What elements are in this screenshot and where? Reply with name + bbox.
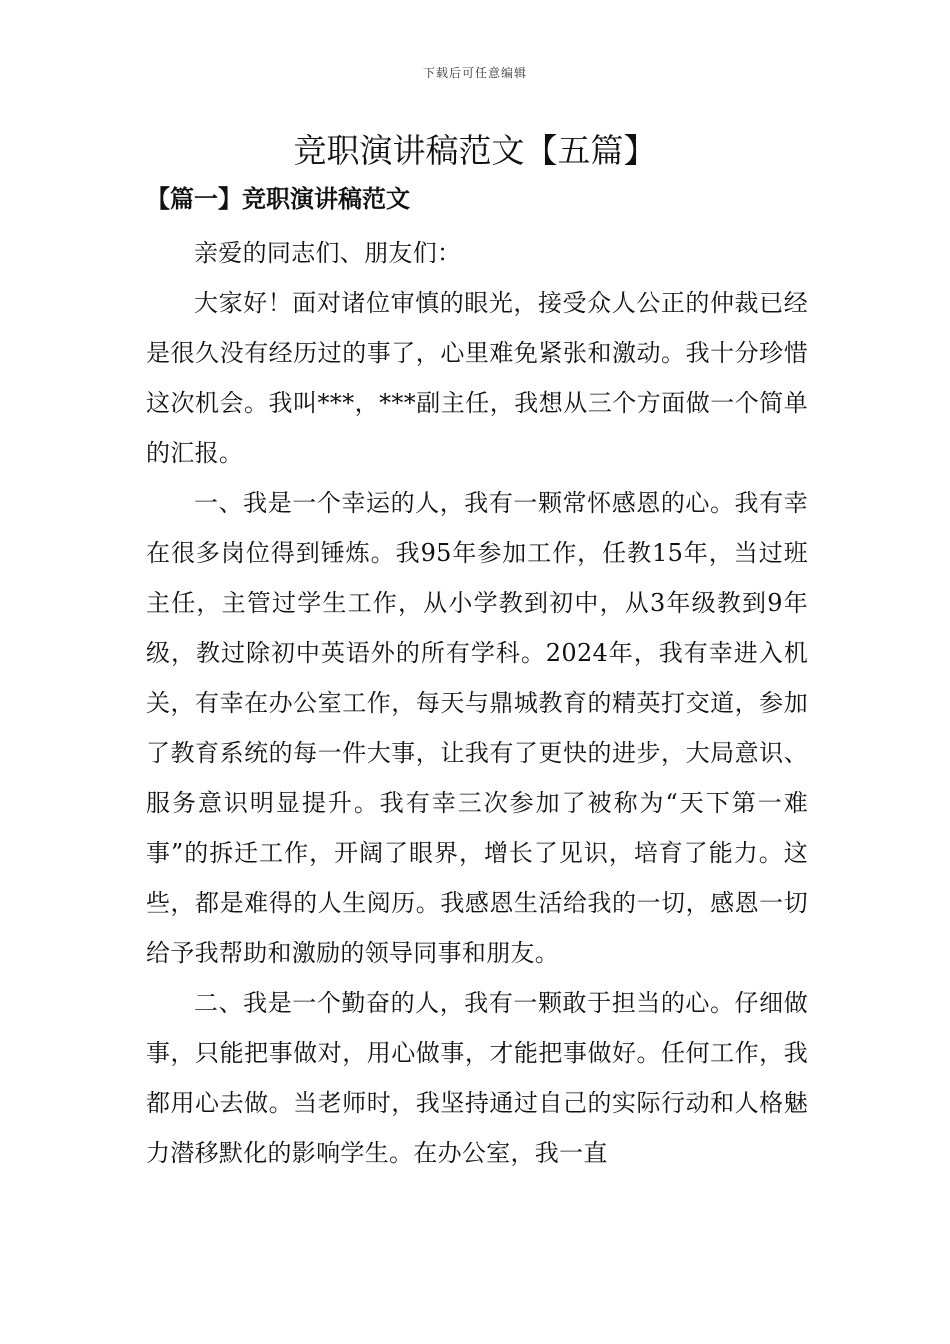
document-body: [146, 228, 808, 1178]
page-header-note: 下载后可任意编辑: [422, 66, 527, 80]
body-paragraph: 二、我是一个勤奋的人，我有一颗敢于担当的心。仔细做事，只能把事做对，用心做事，才能把事做好。任何工作，我都用心去做。当老师时，我坚持通过自己的实际行动和人格魅力潜移默化的影响学生。在办公室，我一直: [146, 989, 808, 1167]
salutation-paragraph: 亲爱的同志们、朋友们：: [194, 239, 462, 267]
document-title: 竞职演讲稿范文【五篇】: [293, 131, 657, 170]
body-paragraph: 一、我是一个幸运的人，我有一颗常怀感恩的心。我有幸在很多岗位得到锤炼。我95年参加工作，任教15年，当过班主任，主管过学生工作，从小学教到初中，从3年级教到9年级，教过除初中英语外的所有学科。2024年，我有幸进入机关，有幸在办公室工作，每天与鼎城教育的精英打交道，参加了教育系统的每一件大事，让我有了更快的进步，大局意识、服务意识明显提升。我有幸三次参加了被称为“天下第一难事”的拆迁工作，开阔了眼界，增长了见识，培育了能力。这些，都是难得的人生阅历。我感恩生活给我的一切，感恩一切给予我帮助和激励的领导同事和朋友。: [146, 489, 808, 967]
section-heading: 【篇一】竞职演讲稿范文: [146, 184, 410, 213]
body-paragraph: 大家好！面对诸位审慎的眼光，接受众人公正的仲裁已经是很久没有经历过的事了，心里难免紧张和激动。我十分珍惜这次机会。我叫***，***副主任，我想从三个方面做一个简单的汇报。: [146, 289, 808, 467]
